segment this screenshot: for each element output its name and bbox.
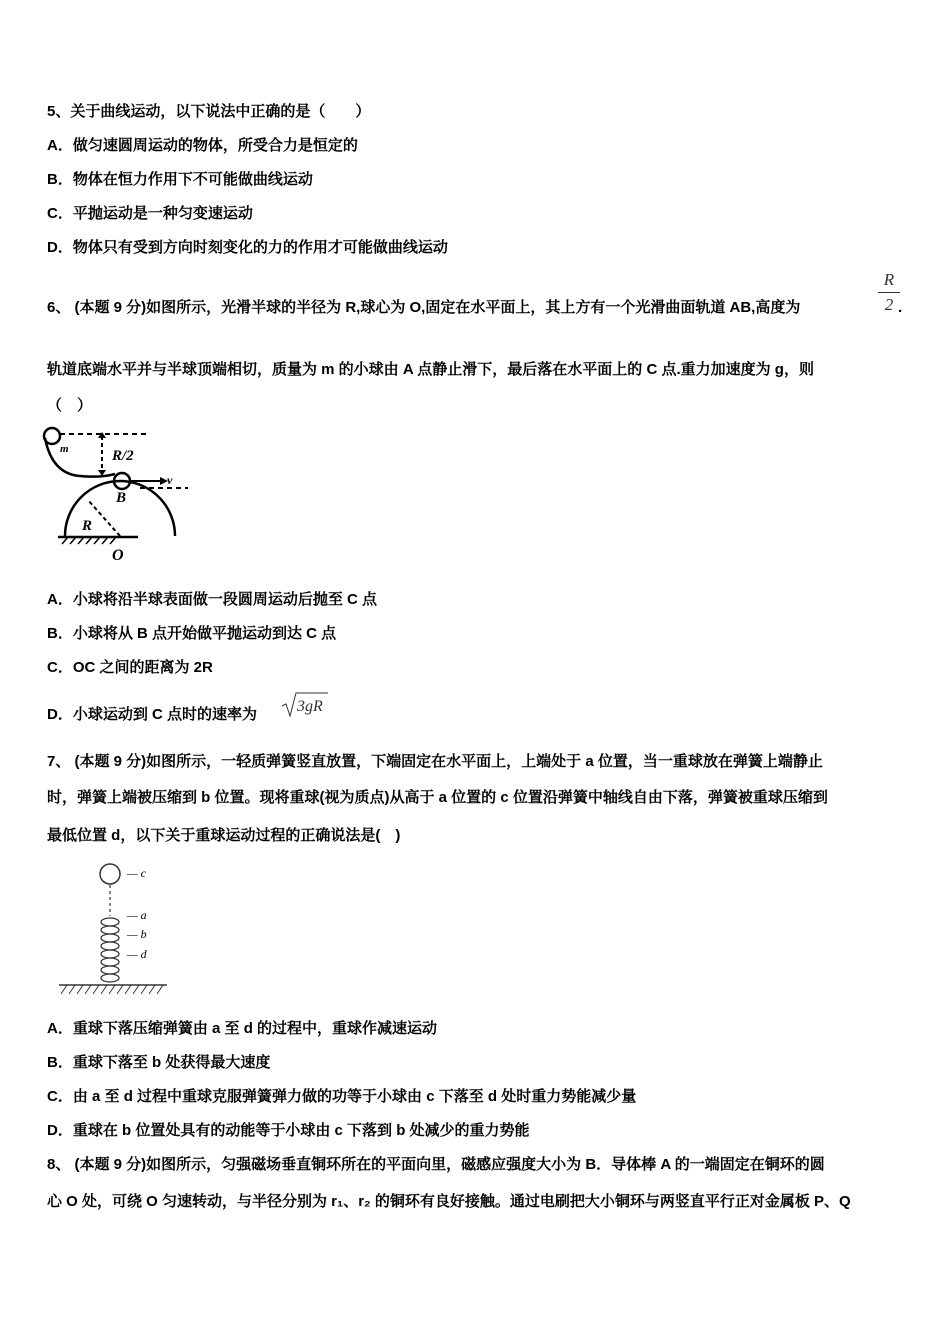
q6-label-o: O [112, 547, 124, 564]
q6-sqrt-radicand: 3gR [297, 698, 323, 715]
q6-stem-line1: 6、 (本题 9 分)如图所示，光滑半球的半径为 R,球心为 O,固定在水平面上，其上方有一个光滑曲面轨道 AB,高度为 [47, 299, 801, 316]
q7-option-a: A．重球下落压缩弹簧由 a 至 d 的过程中，重球作减速运动 [47, 1020, 438, 1037]
q7-stem-line2: 时，弹簧上端被压缩到 b 位置。现将重球(视为质点)从高于 a 位置的 c 位置沿弹簧中轴线自由下落，弹簧被重球压缩到 [47, 789, 828, 806]
q7-spring [101, 918, 119, 982]
q6-figure [40, 424, 200, 564]
q6-option-d: D．小球运动到 C 点时的速率为 [47, 706, 258, 723]
q6-sqrt [280, 690, 330, 720]
q7-label-b: — b [127, 927, 147, 941]
q6-stem-line2: 轨道底端水平并与半球顶端相切，质量为 m 的小球由 A 点静止滑下，最后落在水平面上的 C 点.重力加速度为 g，则 [47, 361, 814, 378]
q7-stem-line3: 最低位置 d，以下关于重球运动过程的正确说法是( ) [47, 827, 401, 844]
q6-label-v: v [167, 473, 173, 487]
q8-stem-line2: 心 O 处，可绕 O 匀速转动，与半径分别为 r₁、r₂ 的铜环有良好接触。通过电刷把大小铜环与两竖直平行正对金属板 P、Q [47, 1193, 851, 1210]
q7-figure [55, 858, 175, 1000]
q5-option-a: A．做匀速圆周运动的物体，所受合力是恒定的 [47, 137, 358, 154]
q7-stem-line1: 7、 (本题 9 分)如图所示，一轻质弹簧竖直放置，下端固定在水平面上，上端处于 a 位置，当一重球放在弹簧上端静止 [47, 753, 823, 770]
q6-frac-tail: . [898, 299, 903, 316]
q8-stem-line1: 8、 (本题 9 分)如图所示，匀强磁场垂直铜环所在的平面向里，磁感应强度大小为 B．导体棒 A 的一端固定在铜环的圆 [47, 1156, 825, 1173]
q6-fraction-denominator: 2 [884, 295, 894, 314]
q7-ball [100, 864, 120, 884]
q5-option-b: B．物体在恒力作用下不可能做曲线运动 [47, 171, 313, 188]
q7-option-b: B．重球下落至 b 处获得最大速度 [47, 1054, 271, 1071]
q6-label-h: R/2 [112, 448, 134, 464]
q7-label-d: — d [127, 947, 147, 961]
q7-option-d: D．重球在 b 位置处具有的动能等于小球由 c 下落到 b 处减少的重力势能 [47, 1122, 530, 1139]
q5-stem: 5、关于曲线运动，以下说法中正确的是（ ） [47, 103, 371, 120]
q7-label-c: — c [127, 866, 146, 880]
q6-label-b: B [116, 490, 127, 506]
q6-fraction-numerator: R [883, 270, 895, 289]
q6-option-b: B．小球将从 B 点开始做平抛运动到达 C 点 [47, 625, 337, 642]
q7-label-a: — a [127, 908, 147, 922]
q6-option-a: A．小球将沿半球表面做一段圆周运动后抛至 C 点 [47, 591, 378, 608]
q7-option-c: C．由 a 至 d 过程中重球克服弹簧弹力做的功等于小球由 c 下落至 d 处时重力势能减少量 [47, 1088, 637, 1105]
q6-fraction [878, 270, 900, 315]
q6-stem-line3: （ ） [47, 397, 93, 414]
q5-option-c: C．平抛运动是一种匀变速运动 [47, 205, 253, 222]
q6-label-m: m [60, 443, 69, 455]
q5-option-d: D．物体只有受到方向时刻变化的力的作用才可能做曲线运动 [47, 239, 448, 256]
q6-label-r: R [82, 518, 93, 534]
q6-option-c: C．OC 之间的距离为 2R [47, 659, 213, 676]
